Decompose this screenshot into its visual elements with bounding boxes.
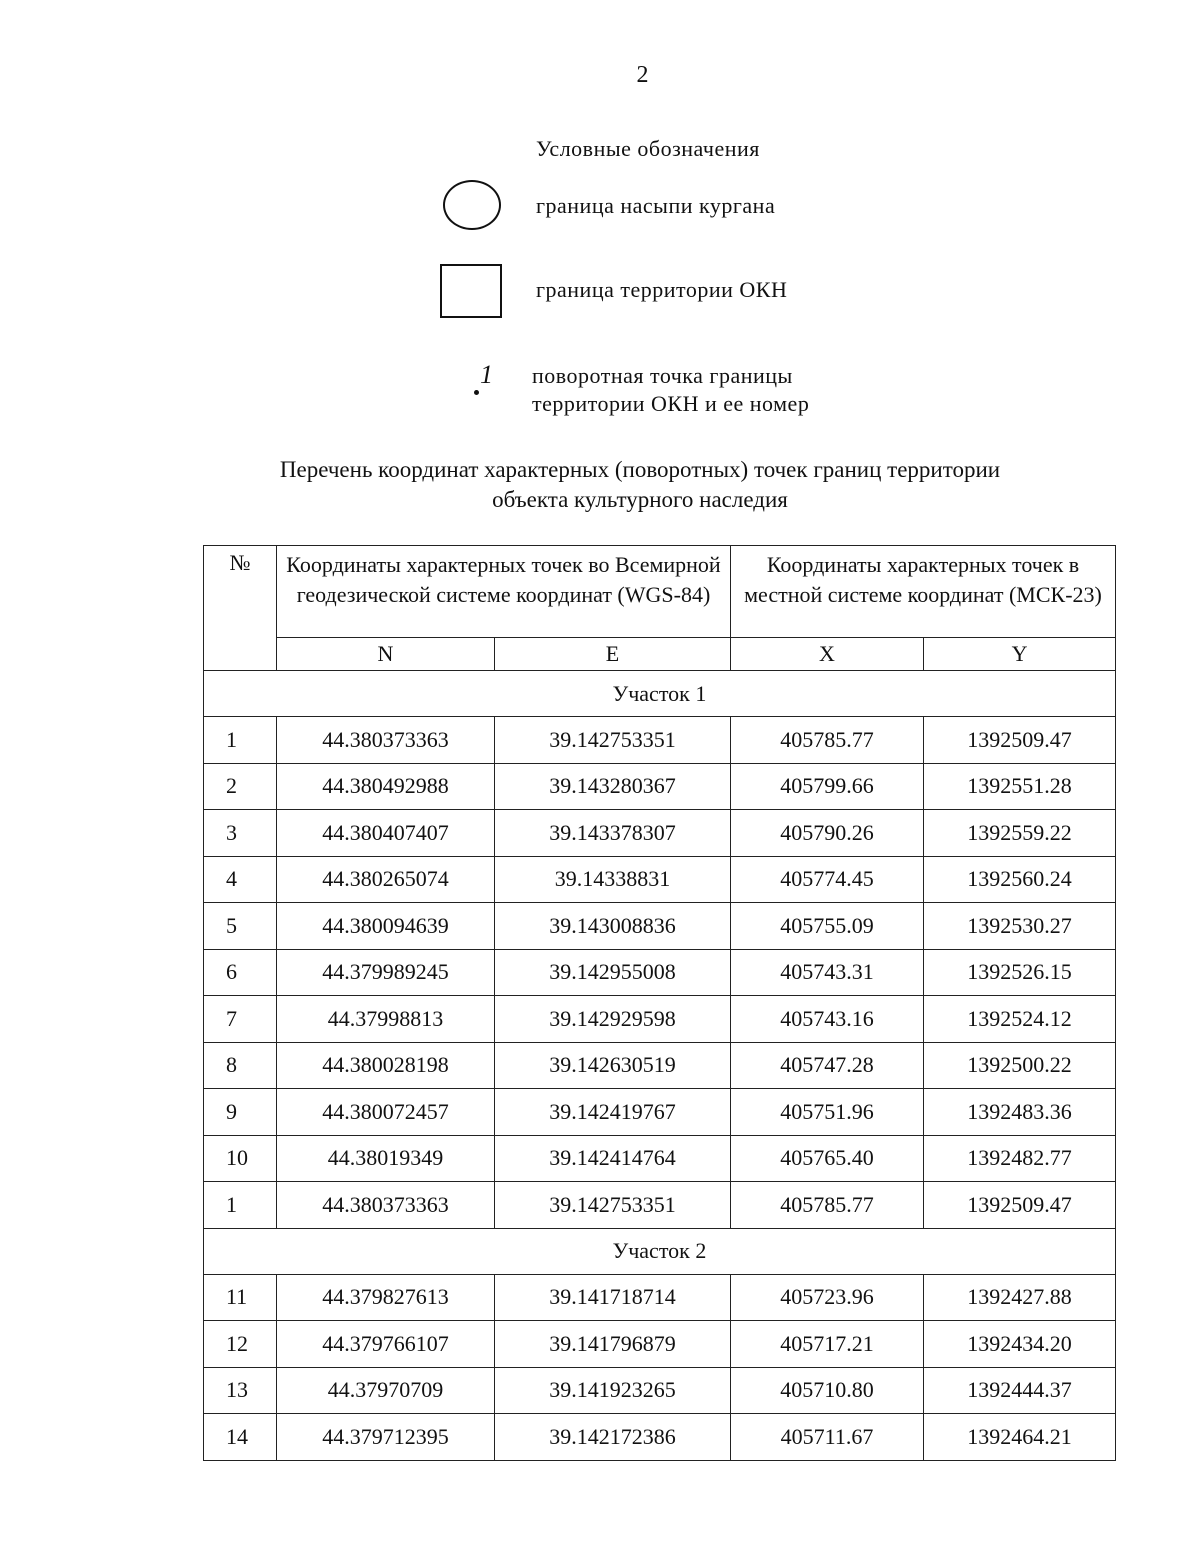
cell-e: 39.142419767 (495, 1089, 731, 1136)
cell-x: 405743.31 (731, 949, 924, 996)
page-number: 2 (636, 62, 649, 88)
cell-num: 11 (204, 1274, 277, 1321)
table-row (204, 1367, 1116, 1414)
header-e: E (495, 638, 731, 671)
cell-x: 405785.77 (731, 717, 924, 764)
cell-num: 2 (204, 763, 277, 810)
header-x: X (731, 638, 924, 671)
table-row (204, 1274, 1116, 1321)
table-heading-line2: объекта культурного наследия (492, 487, 788, 512)
table-row (204, 1042, 1116, 1089)
cell-x: 405785.77 (731, 1182, 924, 1229)
table-row (204, 763, 1116, 810)
cell-y: 1392482.77 (924, 1135, 1116, 1182)
table-row (204, 949, 1116, 996)
cell-n: 44.379712395 (277, 1414, 495, 1461)
cell-num: 7 (204, 996, 277, 1043)
cell-num: 14 (204, 1414, 277, 1461)
cell-x: 405723.96 (731, 1274, 924, 1321)
cell-n: 44.380265074 (277, 856, 495, 903)
cell-e: 39.141796879 (495, 1321, 731, 1368)
cell-e: 39.14338831 (495, 856, 731, 903)
cell-num: 4 (204, 856, 277, 903)
cell-n: 44.380492988 (277, 763, 495, 810)
cell-e: 39.141923265 (495, 1367, 731, 1414)
cell-num: 3 (204, 810, 277, 857)
cell-x: 405743.16 (731, 996, 924, 1043)
cell-e: 39.142929598 (495, 996, 731, 1043)
cell-num: 13 (204, 1367, 277, 1414)
table-row (204, 1414, 1116, 1461)
cell-x: 405710.80 (731, 1367, 924, 1414)
square-icon (440, 264, 502, 318)
cell-num: 8 (204, 1042, 277, 1089)
cell-num: 1 (204, 717, 277, 764)
cell-n: 44.37998813 (277, 996, 495, 1043)
table-row (204, 717, 1116, 764)
table-row (204, 903, 1116, 950)
cell-x: 405790.26 (731, 810, 924, 857)
cell-x: 405755.09 (731, 903, 924, 950)
table-heading-line1: Перечень координат характерных (поворотных) точек границ территории (279, 457, 1001, 482)
cell-n: 44.380094639 (277, 903, 495, 950)
coordinates-table (203, 545, 1116, 1461)
cell-num: 10 (204, 1135, 277, 1182)
cell-e: 39.141718714 (495, 1274, 731, 1321)
cell-x: 405717.21 (731, 1321, 924, 1368)
cell-num: 6 (204, 949, 277, 996)
legend-label-point-line1: поворотная точка границы (532, 363, 793, 388)
cell-n: 44.380407407 (277, 810, 495, 857)
circle-icon (443, 180, 501, 230)
legend-label-point (532, 362, 809, 418)
section-row (204, 671, 1116, 717)
cell-y: 1392509.47 (924, 1182, 1116, 1229)
section-row (204, 1228, 1116, 1274)
cell-y: 1392509.47 (924, 717, 1116, 764)
cell-y: 1392526.15 (924, 949, 1116, 996)
cell-e: 39.142172386 (495, 1414, 731, 1461)
cell-e: 39.143378307 (495, 810, 731, 857)
section-title: Участок 1 (204, 671, 1116, 717)
cell-x: 405751.96 (731, 1089, 924, 1136)
cell-e: 39.142955008 (495, 949, 731, 996)
cell-e: 39.142630519 (495, 1042, 731, 1089)
cell-e: 39.142414764 (495, 1135, 731, 1182)
cell-n: 44.379827613 (277, 1274, 495, 1321)
cell-x: 405747.28 (731, 1042, 924, 1089)
table-row (204, 1321, 1116, 1368)
cell-n: 44.37970709 (277, 1367, 495, 1414)
table-row (204, 1089, 1116, 1136)
point-icon (466, 362, 506, 402)
header-n: N (277, 638, 495, 671)
header-msk23: Координаты характерных точек в местной системе координат (МСК-23) (731, 546, 1116, 638)
cell-y: 1392464.21 (924, 1414, 1116, 1461)
cell-y: 1392530.27 (924, 903, 1116, 950)
cell-y: 1392444.37 (924, 1367, 1116, 1414)
section-title: Участок 2 (204, 1228, 1116, 1274)
legend-label-point-line2: территории ОКН и ее номер (532, 391, 810, 416)
table-row (204, 1135, 1116, 1182)
cell-num: 12 (204, 1321, 277, 1368)
cell-n: 44.380072457 (277, 1089, 495, 1136)
cell-n: 44.379766107 (277, 1321, 495, 1368)
cell-n: 44.38019349 (277, 1135, 495, 1182)
cell-y: 1392559.22 (924, 810, 1116, 857)
cell-e: 39.142753351 (495, 717, 731, 764)
table-heading (200, 455, 1080, 515)
cell-num: 1 (204, 1182, 277, 1229)
cell-y: 1392500.22 (924, 1042, 1116, 1089)
header-wgs84: Координаты характерных точек во Всемирной геодезической системе координат (WGS-84) (277, 546, 731, 638)
legend-label-territory: граница территории ОКН (536, 277, 788, 302)
cell-x: 405774.45 (731, 856, 924, 903)
point-dot (474, 390, 479, 395)
cell-n: 44.380028198 (277, 1042, 495, 1089)
point-number: 1 (480, 360, 493, 389)
cell-y: 1392483.36 (924, 1089, 1116, 1136)
header-y: Y (924, 638, 1116, 671)
cell-e: 39.143008836 (495, 903, 731, 950)
cell-e: 39.142753351 (495, 1182, 731, 1229)
cell-y: 1392434.20 (924, 1321, 1116, 1368)
table-row (204, 996, 1116, 1043)
cell-e: 39.143280367 (495, 763, 731, 810)
table-row (204, 810, 1116, 857)
cell-n: 44.380373363 (277, 717, 495, 764)
cell-num: 9 (204, 1089, 277, 1136)
cell-x: 405711.67 (731, 1414, 924, 1461)
cell-x: 405799.66 (731, 763, 924, 810)
cell-y: 1392524.12 (924, 996, 1116, 1043)
legend-title: Условные обозначения (536, 136, 760, 161)
header-number: № (204, 546, 277, 671)
legend-label-mound: граница насыпи кургана (536, 193, 776, 218)
cell-y: 1392551.28 (924, 763, 1116, 810)
cell-y: 1392560.24 (924, 856, 1116, 903)
cell-num: 5 (204, 903, 277, 950)
cell-n: 44.380373363 (277, 1182, 495, 1229)
table-row (204, 1182, 1116, 1229)
table-row (204, 856, 1116, 903)
cell-n: 44.379989245 (277, 949, 495, 996)
cell-x: 405765.40 (731, 1135, 924, 1182)
cell-y: 1392427.88 (924, 1274, 1116, 1321)
